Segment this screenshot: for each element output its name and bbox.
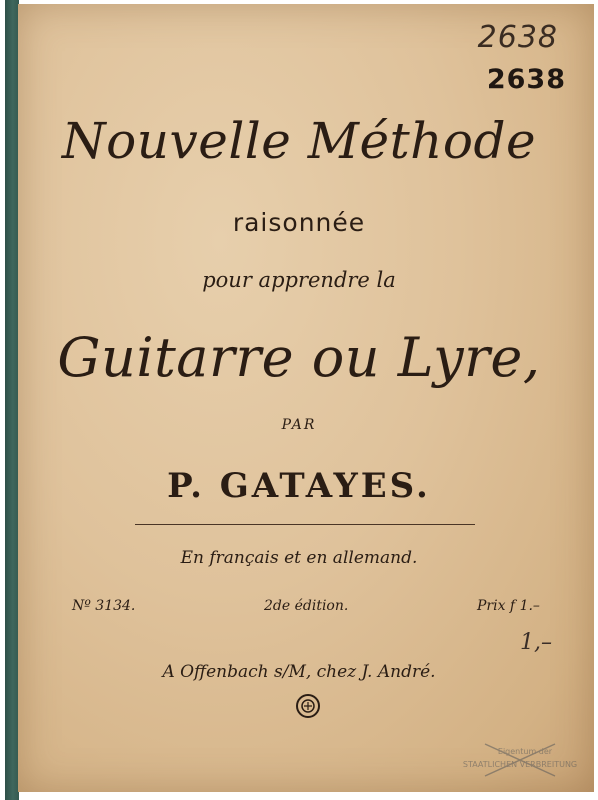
title-main: Nouvelle Méthode <box>61 112 537 170</box>
languages-line: En français et en allemand. <box>180 548 418 568</box>
title-pour: pour apprendre la <box>202 268 396 292</box>
edition-label: 2de édition. <box>264 598 349 614</box>
price-label: Prix f 1.– <box>477 598 540 614</box>
author-name: P. GATAYES. <box>167 466 431 506</box>
publisher-line: A Offenbach s/M, chez J. André. <box>162 662 436 682</box>
title-raisonnee: raisonnée <box>232 208 366 237</box>
library-number-printed: 2638 <box>486 64 566 95</box>
plate-number: Nº 3134. <box>72 598 136 614</box>
handwritten-price: 1,– <box>520 630 552 655</box>
svg-text:STAATLICHEN VERBREITUNG: STAATLICHEN VERBREITUNG <box>462 760 578 769</box>
title-instrument: Guitarre ou Lyre, <box>57 326 541 389</box>
divider-rule <box>135 524 475 525</box>
svg-text:Eigentum der: Eigentum der <box>497 747 553 756</box>
title-par: PAR <box>281 417 317 433</box>
library-number-handwritten: 2638 <box>477 20 558 55</box>
library-stamp-icon <box>455 742 585 778</box>
edition-row <box>72 598 572 622</box>
publisher-seal-icon <box>295 693 321 719</box>
